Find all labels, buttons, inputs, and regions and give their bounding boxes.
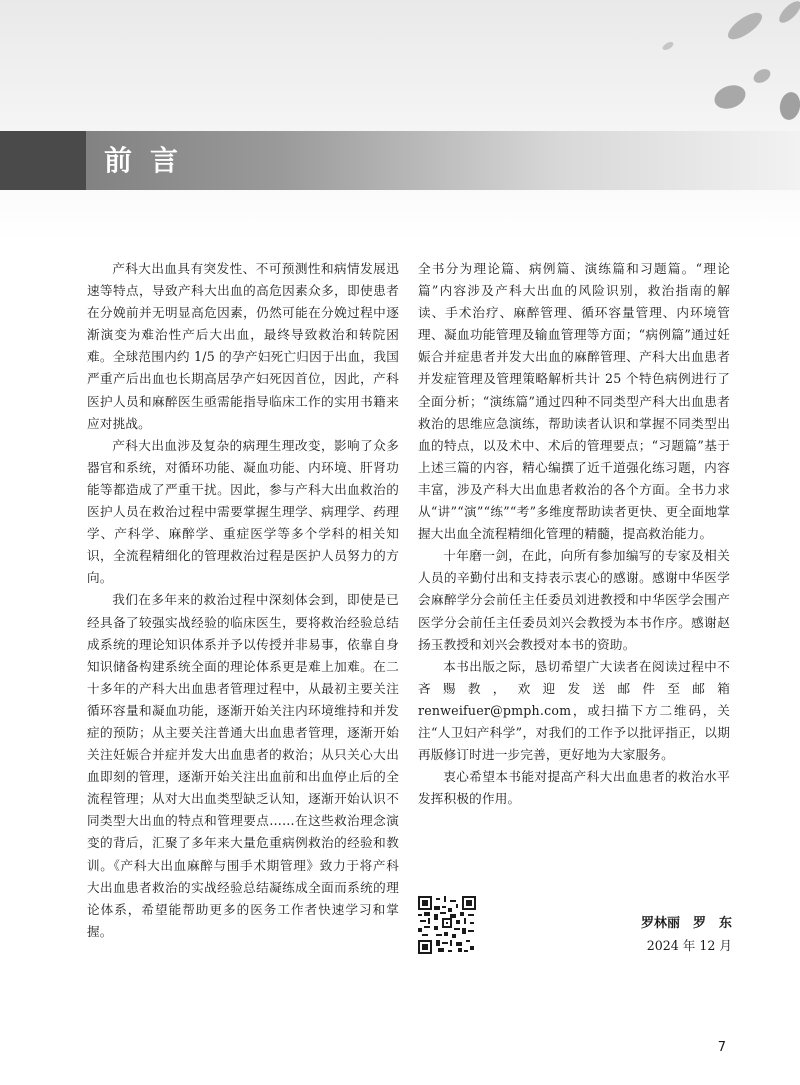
paragraph: 产科大出血具有突发性、不可预测性和病情发展迅速等特点，导致产科大出血的高危因素众多，即使患者在分娩前并无明显高危因素，仍然可能在分娩过程中逐渐演变为难治性产后大出血，最终导致救治和转院困难。全球范围内约 1/5 的孕产妇死亡归因于出血，我国严重产后出血也长期高居孕产妇死因首位，因此，产科医护人员和麻醉医生亟需能指导临床工作的实用书籍来应对挑战。 — [87, 261, 399, 431]
petal-shape — [711, 81, 749, 113]
paragraph: 十年磨一剑，在此，向所有参加编写的专家及相关人员的辛勤付出和支持表示衷心的感谢。感谢中华医学会麻醉学分会前任主任委员刘进教授和中华医学会围产医学分会前任主任委员刘兴会教授为本书作序。感谢赵扬玉教授和刘兴会教授对本书的资助。 — [418, 548, 730, 652]
title-block — [0, 131, 86, 190]
petal-shape — [776, 0, 800, 26]
title-band — [0, 131, 800, 190]
left-column — [87, 258, 399, 943]
decorative-petals — [0, 0, 800, 240]
petal-shape — [661, 40, 674, 51]
page-title: 前言 — [104, 144, 197, 177]
right-column — [418, 258, 730, 810]
petal-shape — [724, 8, 766, 44]
qr-code-icon — [418, 896, 476, 954]
author-names: 罗林丽 罗 东 — [640, 916, 732, 931]
paragraph: 衷心希望本书能对提高产科大出血患者的救治水平发挥积极的作用。 — [418, 769, 730, 807]
petal-shape — [778, 90, 800, 121]
paragraph: 本书出版之际，恳切希望广大读者在阅读过程中不吝赐教，欢迎发送邮件至邮箱 renweifuer@pmph.com，或扫描下方二维码，关注“人卫妇产科学”，对我们的工作予以批评指正，以期再版修订时进一步完善，更好地为大家服务。 — [418, 658, 730, 763]
petal-shape — [751, 66, 773, 85]
paragraph: 我们在多年来的救治过程中深刻体会到，即使是已经具备了较强实战经验的临床医生，要将救治经验总结成系统的理论知识体系并予以传授并非易事，依靠自身知识储备构建系统全面的理论体系更是难上加难。在二十多年的产科大出血患者管理过程中，从最初主要关注循环容量和凝血功能，逐渐开始关注内环境维持和并发症的预防；从主要关注普通大出血患者管理，逐渐开始关注妊娠合并症并发大出血患者的救治；从只关心大出血即刻的管理，逐渐开始关注出血前和出血停止后的全流程管理；从对大出血类型缺乏认知，逐渐开始认识不同类型大出血的特点和管理要点……在这些救治理念演变的背后，汇聚了多年来大量危重病例救治的经验和教训。《产科大出血麻醉与围手术期管理》致力于将产科大出血患者救治的实战经验总结凝练成全面而系统的理论体系，希望能帮助更多的医务工作者快速学习和掌握。 — [87, 592, 399, 939]
page-number: 7 — [717, 1040, 726, 1055]
paragraph: 产科大出血涉及复杂的病理生理改变，影响了众多器官和系统，对循环功能、凝血功能、内环境、肝肾功能等都造成了严重干扰。因此，参与产科大出血救治的医护人员在救治过程中需要掌握生理学、病理学、药理学、产科学、麻醉学、重症医学等多个学科的相关知识，全流程精细化的管理救治过程是医护人员努力的方向。 — [87, 437, 399, 586]
paragraph-continuation: 全书分为理论篇、病例篇、演练篇和习题篇。“理论篇”内容涉及产科大出血的风险识别，救治指南的解读、手术治疗、麻醉管理、循环容量管理、内环境管理、凝血功能管理及输血管理等方面；“病例篇”通过妊娠合并症患者并发大出血的麻醉管理、产科大出血患者并发症管理及管理策略解析共计 25 个特色病例进行了全面分析；“演练篇”通过四种不同类型产科大出血患者救治的思维应急演练，帮助读者认识和掌握不同类型出血的特点，以及术中、术后的管理要点；“习题篇”基于上述三篇的内容，精心编撰了近千道强化练习题，内容丰富，涉及产科大出血患者救治的各个方面。全书力求从“讲”“演”“练”“考”多维度帮助读者更快、更全面地掌握大出血全流程精细化管理的精髓，提高救治能力。 — [418, 261, 730, 542]
signature-date: 2024 年 12 月 — [646, 938, 732, 953]
